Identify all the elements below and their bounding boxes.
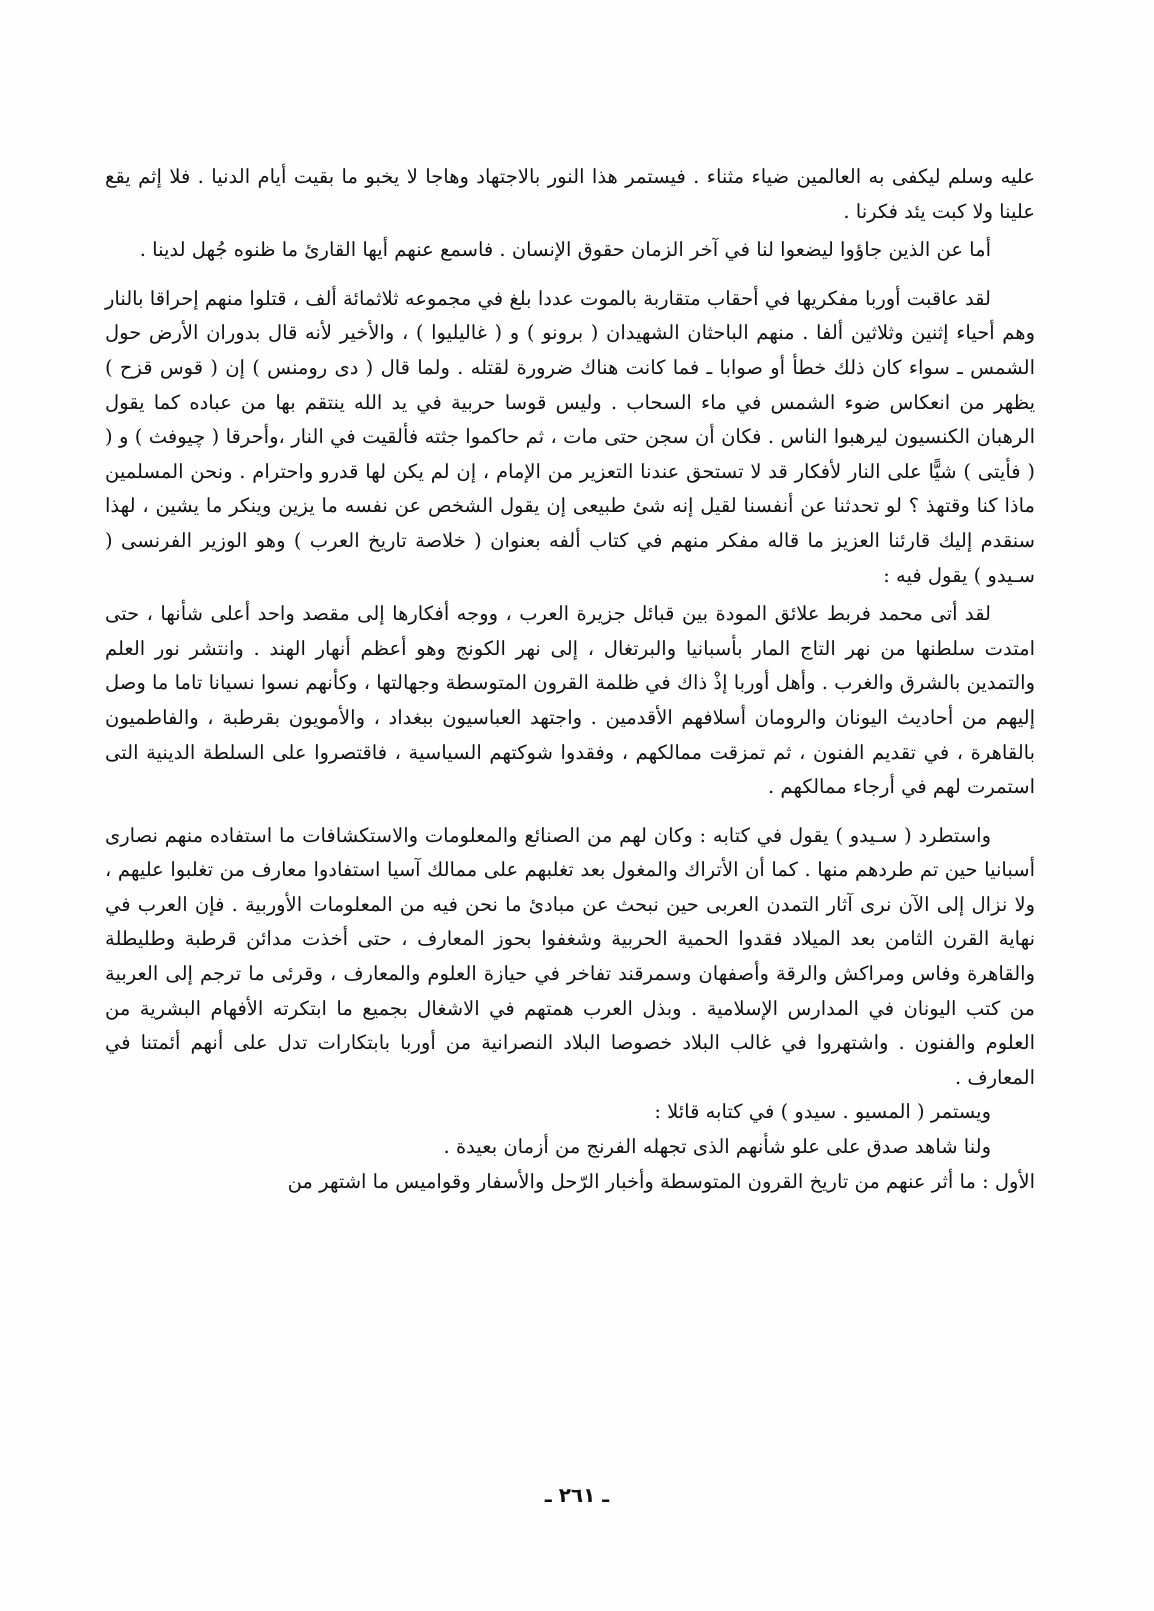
paragraph-4: لقد أتى محمد فربط علائق المودة بين قبائل جزيرة العرب ، ووجه أفكارها إلى مقصد واحد أعلى شأنها ، حتى امتدت سلطنها من نهر التاج المار بأسبانيا والبرتغال ، إلى نهر الكونج وهو أعظم أنهار الهند . وانتشر نور العلم والتمدين بالشرق والغرب . وأهل أوربا إذْ ذاك في ظلمة القرون المتوسطة وجهالتها ، وكأنهم نسوا نسيانا تاما ما وصل إليهم من أحاديث اليونان والرومان أسلافهم الأقدمين . واجتهد العباسيون ببغداد ، والأمويون بقرطبة ، والفاطميون بالقاهرة ، في تقديم الفنون ، ثم تمزقت ممالكهم ، وفقدوا شوكتهم السياسية ، فاقتصروا على السلطة الدينية التى استمرت لهم في أرجاء ممالكهم . xyxy=(105,602,1035,799)
page-number: ـ ٢٦١ ـ xyxy=(544,1483,610,1507)
paragraph-7: ولنا شاهد صدق على علو شأنهم الذى تجهله الفرنج من أزمان بعيدة . xyxy=(443,1135,991,1159)
paragraph-3: لقد عاقبت أوربا مفكريها في أحقاب متقاربة بالموت عددا بلغ في مجموعه ثلاثمائة ألف ، قتلوا منهم إحراقا بالنار وهم أحياء إثنين وثلاثين ألفا . منهم الباحثان الشهيدان ( برونو ) و ( غاليليوا ) ، والأخير لأنه قال بدوران الأرض حول الشمس ـ سواء كان ذلك خطأ أو صوابا ـ فما كانت هناك ضرورة لقتله . ولما قال ( دى رومنس ) إن ( قوس قزح ) يظهر من انعكاس ضوء الشمس في ماء السحاب . وليس قوسا حربية في يد الله ينتقم بها من عباده كما يقول الرهبان الكنسيون ليرهبوا الناس . فكان أن سجن حتى مات ، ثم حاكموا جثته فألقيت في النار ،وأحرقا ( چيوفث ) و ( ( فأيتى ) شيًّا على النار لأفكار قد لا تستحق عندنا التعزير من الإمام ، إن لم يكن لها قدرو واحترام . ونحن المسلمين ماذا كنا وقتهذ ؟ لو تحدثنا عن أنفسنا لقيل إنه شئ طبيعى إن يقول الشخص عن نفسه ما يزين وينكر ما يشين ، لهذا سنقدم إليك قارئنا العزيز ما قاله مفكر منهم في كتاب ألفه بعنوان ( خلاصة تاريخ العرب ) وهو الوزير الفرنسى ( سـيدو ) يقول فيه : xyxy=(105,286,1035,587)
paragraph-5: واستطرد ( سـيدو ) يقول في كتابه : وكان لهم من الصنائع والمعلومات والاستكشافات ما استفاده منهم نصارى أسبانيا حين تم طردهم منها . كما أن الأتراك والمغول بعد تغلبهم على ممالك آسيا استفادوا معارف من تغلبوا عليهم ، ولا نزال إلى الآن نرى آثار التمدن العربى حين نبحث عن مبادئ ما نحن فيه من المعلومات الأوربية . فإن العرب في نهاية القرن الثامن بعد الميلاد فقدوا الحمية الحربية وشغفوا بحوز المعارف ، حتى أخذت مدائن قرطبة وطليطلة والقاهرة وفاس ومراكش والرقة وأصفهان وسمرقند تفاخر في حيازة العلوم والمعارف ، وقرئى ما ترجم إلى العربية من كتب اليونان في المدارس الإسلامية . وبذل العرب همتهم في الاشغال بجميع ما ابتكرته الأفهام البشرية من العلوم والفنون . واشتهروا في غالب البلاد خصوصا البلاد النصرانية من أوربا بابتكارات تدل على أنهم أئمتنا في المعارف . xyxy=(105,823,1035,1089)
paragraph-6: ويستمر ( المسيو . سيدو ) في كتابه قائلا : xyxy=(654,1100,991,1124)
paragraph-2: أما عن الذين جاؤوا ليضعوا لنا في آخر الزمان حقوق الإنسان . فاسمع عنهم أيها القارئ ما ظنوه جُهل لدينا . xyxy=(139,238,991,262)
paragraph-1: عليه وسلم ليكفى به العالمين ضياء مثناء . فيستمر هذا النور بالاجتهاد وهاجا لا يخبو ما بقيت أيام الدنيا . فلا إثم يقع علينا ولا كبت يئد فكرنا . xyxy=(105,165,1035,223)
paragraph-8: الأول : ما أثر عنهم من تاريخ القرون المتوسطة وأخبار الرّحل والأسفار وقواميس ما اشتهر من xyxy=(287,1169,1035,1193)
body-text xyxy=(105,160,1035,1199)
